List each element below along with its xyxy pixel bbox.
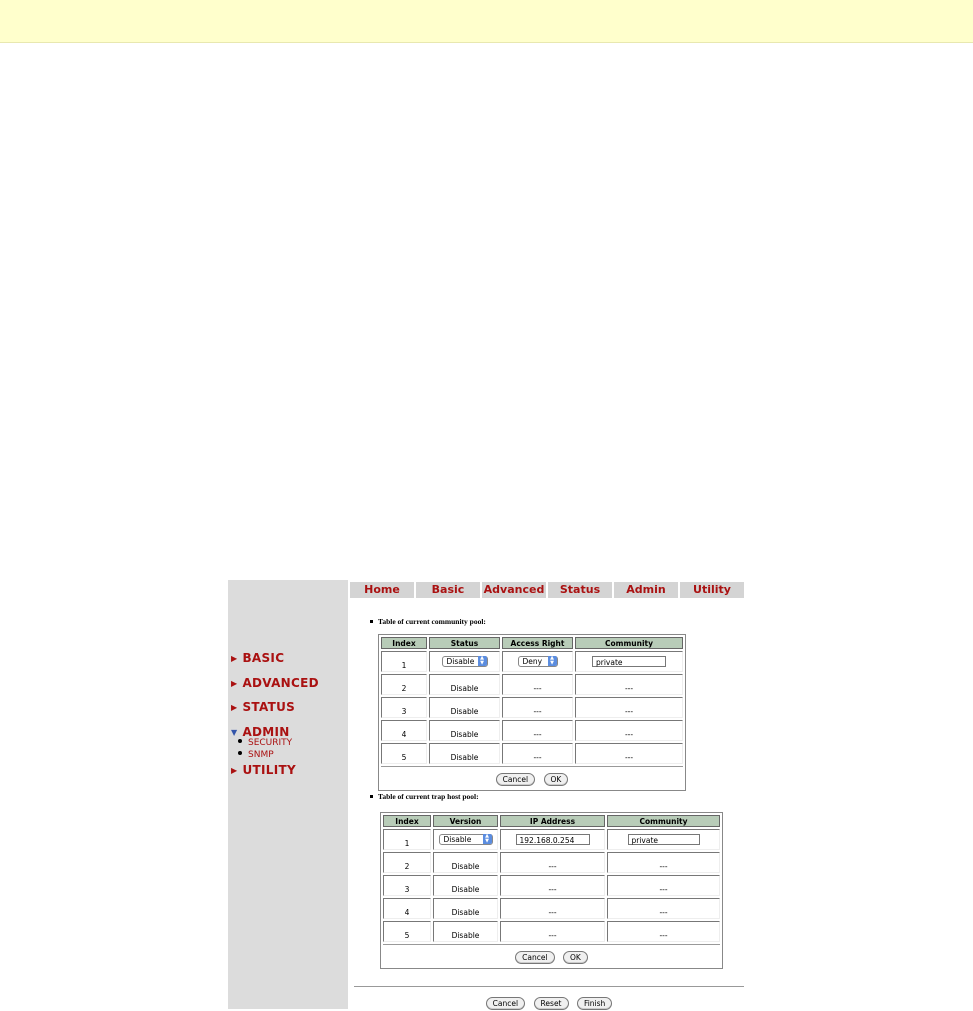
- table-row: [381, 674, 683, 695]
- community-input[interactable]: private: [592, 656, 666, 667]
- access-cell: ---: [502, 743, 573, 764]
- bullet-icon: [370, 620, 373, 623]
- triangle-right-icon: ▶: [231, 679, 238, 688]
- column-header: Status: [429, 637, 500, 649]
- version-cell: Disable: [433, 875, 498, 896]
- access-cell: [502, 651, 573, 672]
- sidebar-subitem-security[interactable]: SECURITY: [238, 738, 292, 748]
- index-cell: 2: [381, 674, 427, 695]
- community-cell: ---: [575, 743, 683, 764]
- column-header: Index: [381, 637, 427, 649]
- sidebar: [228, 580, 348, 1009]
- access-cell: ---: [502, 697, 573, 718]
- index-cell: 5: [381, 743, 427, 764]
- version-cell: [433, 829, 498, 850]
- community-pool-title: Table of current community pool:: [370, 617, 486, 626]
- sidebar-item-status[interactable]: ▶ STATUS: [231, 700, 296, 714]
- nav-tab-home[interactable]: Home: [350, 582, 416, 598]
- community-cell: ---: [607, 852, 720, 873]
- version-select[interactable]: Disable ▲ ▼: [439, 834, 493, 845]
- top-nav: [350, 582, 744, 598]
- table-row: [381, 743, 683, 764]
- column-header: Access Right: [502, 637, 573, 649]
- column-header: Community: [575, 637, 683, 649]
- bullet-icon: [370, 795, 373, 798]
- bullet-icon: [238, 751, 242, 755]
- ip-cell: ---: [500, 921, 605, 942]
- community-pool-table: [378, 634, 686, 791]
- sidebar-item-utility[interactable]: ▶ UTILITY: [231, 763, 296, 777]
- access-cell: ---: [502, 674, 573, 695]
- ip-cell: ---: [500, 898, 605, 919]
- index-cell: 3: [383, 875, 431, 896]
- ip-cell: ---: [500, 875, 605, 896]
- trap-button-row: [383, 944, 720, 968]
- index-cell: 1: [381, 651, 427, 672]
- sidebar-item-advanced[interactable]: ▶ ADVANCED: [231, 676, 319, 690]
- community-cell: ---: [607, 875, 720, 896]
- trap-community-input[interactable]: private: [628, 834, 700, 845]
- access-cell: ---: [502, 720, 573, 741]
- top-banner: [0, 0, 973, 43]
- sidebar-subitem-snmp[interactable]: SNMP: [238, 750, 274, 760]
- table-row: [381, 720, 683, 741]
- updown-arrows-icon: ▲ ▼: [478, 656, 487, 666]
- nav-tab-admin[interactable]: Admin: [614, 582, 680, 598]
- status-cell: Disable: [429, 697, 500, 718]
- status-cell: Disable: [429, 674, 500, 695]
- nav-tab-advanced[interactable]: Advanced: [482, 582, 548, 598]
- community-cancel-button[interactable]: Cancel: [496, 773, 535, 786]
- community-cell: ---: [607, 898, 720, 919]
- sidebar-item-admin[interactable]: ▼ ADMIN: [231, 725, 290, 739]
- sidebar-item-basic[interactable]: ▶ BASIC: [231, 651, 285, 665]
- community-button-row: [381, 766, 683, 790]
- ip-cell: [500, 829, 605, 850]
- table-row: [383, 829, 720, 850]
- index-cell: 1: [383, 829, 431, 850]
- bullet-icon: [238, 739, 242, 743]
- table-row: [383, 921, 720, 942]
- nav-tab-basic[interactable]: Basic: [416, 582, 482, 598]
- version-cell: Disable: [433, 898, 498, 919]
- trap-pool-title: Table of current trap host pool:: [370, 792, 479, 801]
- trap-host-table: [380, 812, 723, 969]
- index-cell: 2: [383, 852, 431, 873]
- trap-ok-button[interactable]: OK: [563, 951, 588, 964]
- table-header-row: [383, 815, 720, 827]
- updown-arrows-icon: ▲ ▼: [548, 656, 557, 666]
- triangle-down-icon: ▼: [231, 728, 238, 737]
- status-select[interactable]: Disable ▲ ▼: [442, 656, 488, 667]
- footer-finish-button[interactable]: Finish: [577, 997, 612, 1010]
- footer-reset-button[interactable]: Reset: [534, 997, 569, 1010]
- access-right-select[interactable]: Deny ▲ ▼: [518, 656, 558, 667]
- community-cell: ---: [575, 720, 683, 741]
- footer-cancel-button[interactable]: Cancel: [486, 997, 525, 1010]
- footer-divider: [354, 986, 744, 987]
- triangle-right-icon: ▶: [231, 654, 238, 663]
- index-cell: 4: [381, 720, 427, 741]
- table-row: [383, 852, 720, 873]
- table-row: [383, 898, 720, 919]
- nav-tab-utility[interactable]: Utility: [693, 583, 731, 596]
- router-admin-ui: [228, 580, 744, 1009]
- status-cell: [429, 651, 500, 672]
- nav-tab-status[interactable]: Status: [548, 582, 614, 598]
- index-cell: 4: [383, 898, 431, 919]
- triangle-right-icon: ▶: [231, 766, 238, 775]
- column-header: Index: [383, 815, 431, 827]
- version-cell: Disable: [433, 921, 498, 942]
- column-header: IP Address: [500, 815, 605, 827]
- community-cell: [575, 651, 683, 672]
- ip-address-input[interactable]: 192.168.0.254: [516, 834, 590, 845]
- community-cell: ---: [607, 921, 720, 942]
- index-cell: 5: [383, 921, 431, 942]
- version-cell: Disable: [433, 852, 498, 873]
- table-row: [381, 651, 683, 672]
- status-cell: Disable: [429, 743, 500, 764]
- table-header-row: [381, 637, 683, 649]
- column-header: Community: [607, 815, 720, 827]
- updown-arrows-icon: ▲ ▼: [483, 834, 492, 844]
- column-header: Version: [433, 815, 498, 827]
- footer-button-row: [354, 993, 744, 1011]
- index-cell: 3: [381, 697, 427, 718]
- triangle-right-icon: ▶: [231, 703, 238, 712]
- community-ok-button[interactable]: OK: [544, 773, 569, 786]
- trap-cancel-button[interactable]: Cancel: [515, 951, 554, 964]
- table-row: [383, 875, 720, 896]
- table-row: [381, 697, 683, 718]
- community-cell: [607, 829, 720, 850]
- status-cell: Disable: [429, 720, 500, 741]
- community-cell: ---: [575, 674, 683, 695]
- ip-cell: ---: [500, 852, 605, 873]
- community-cell: ---: [575, 697, 683, 718]
